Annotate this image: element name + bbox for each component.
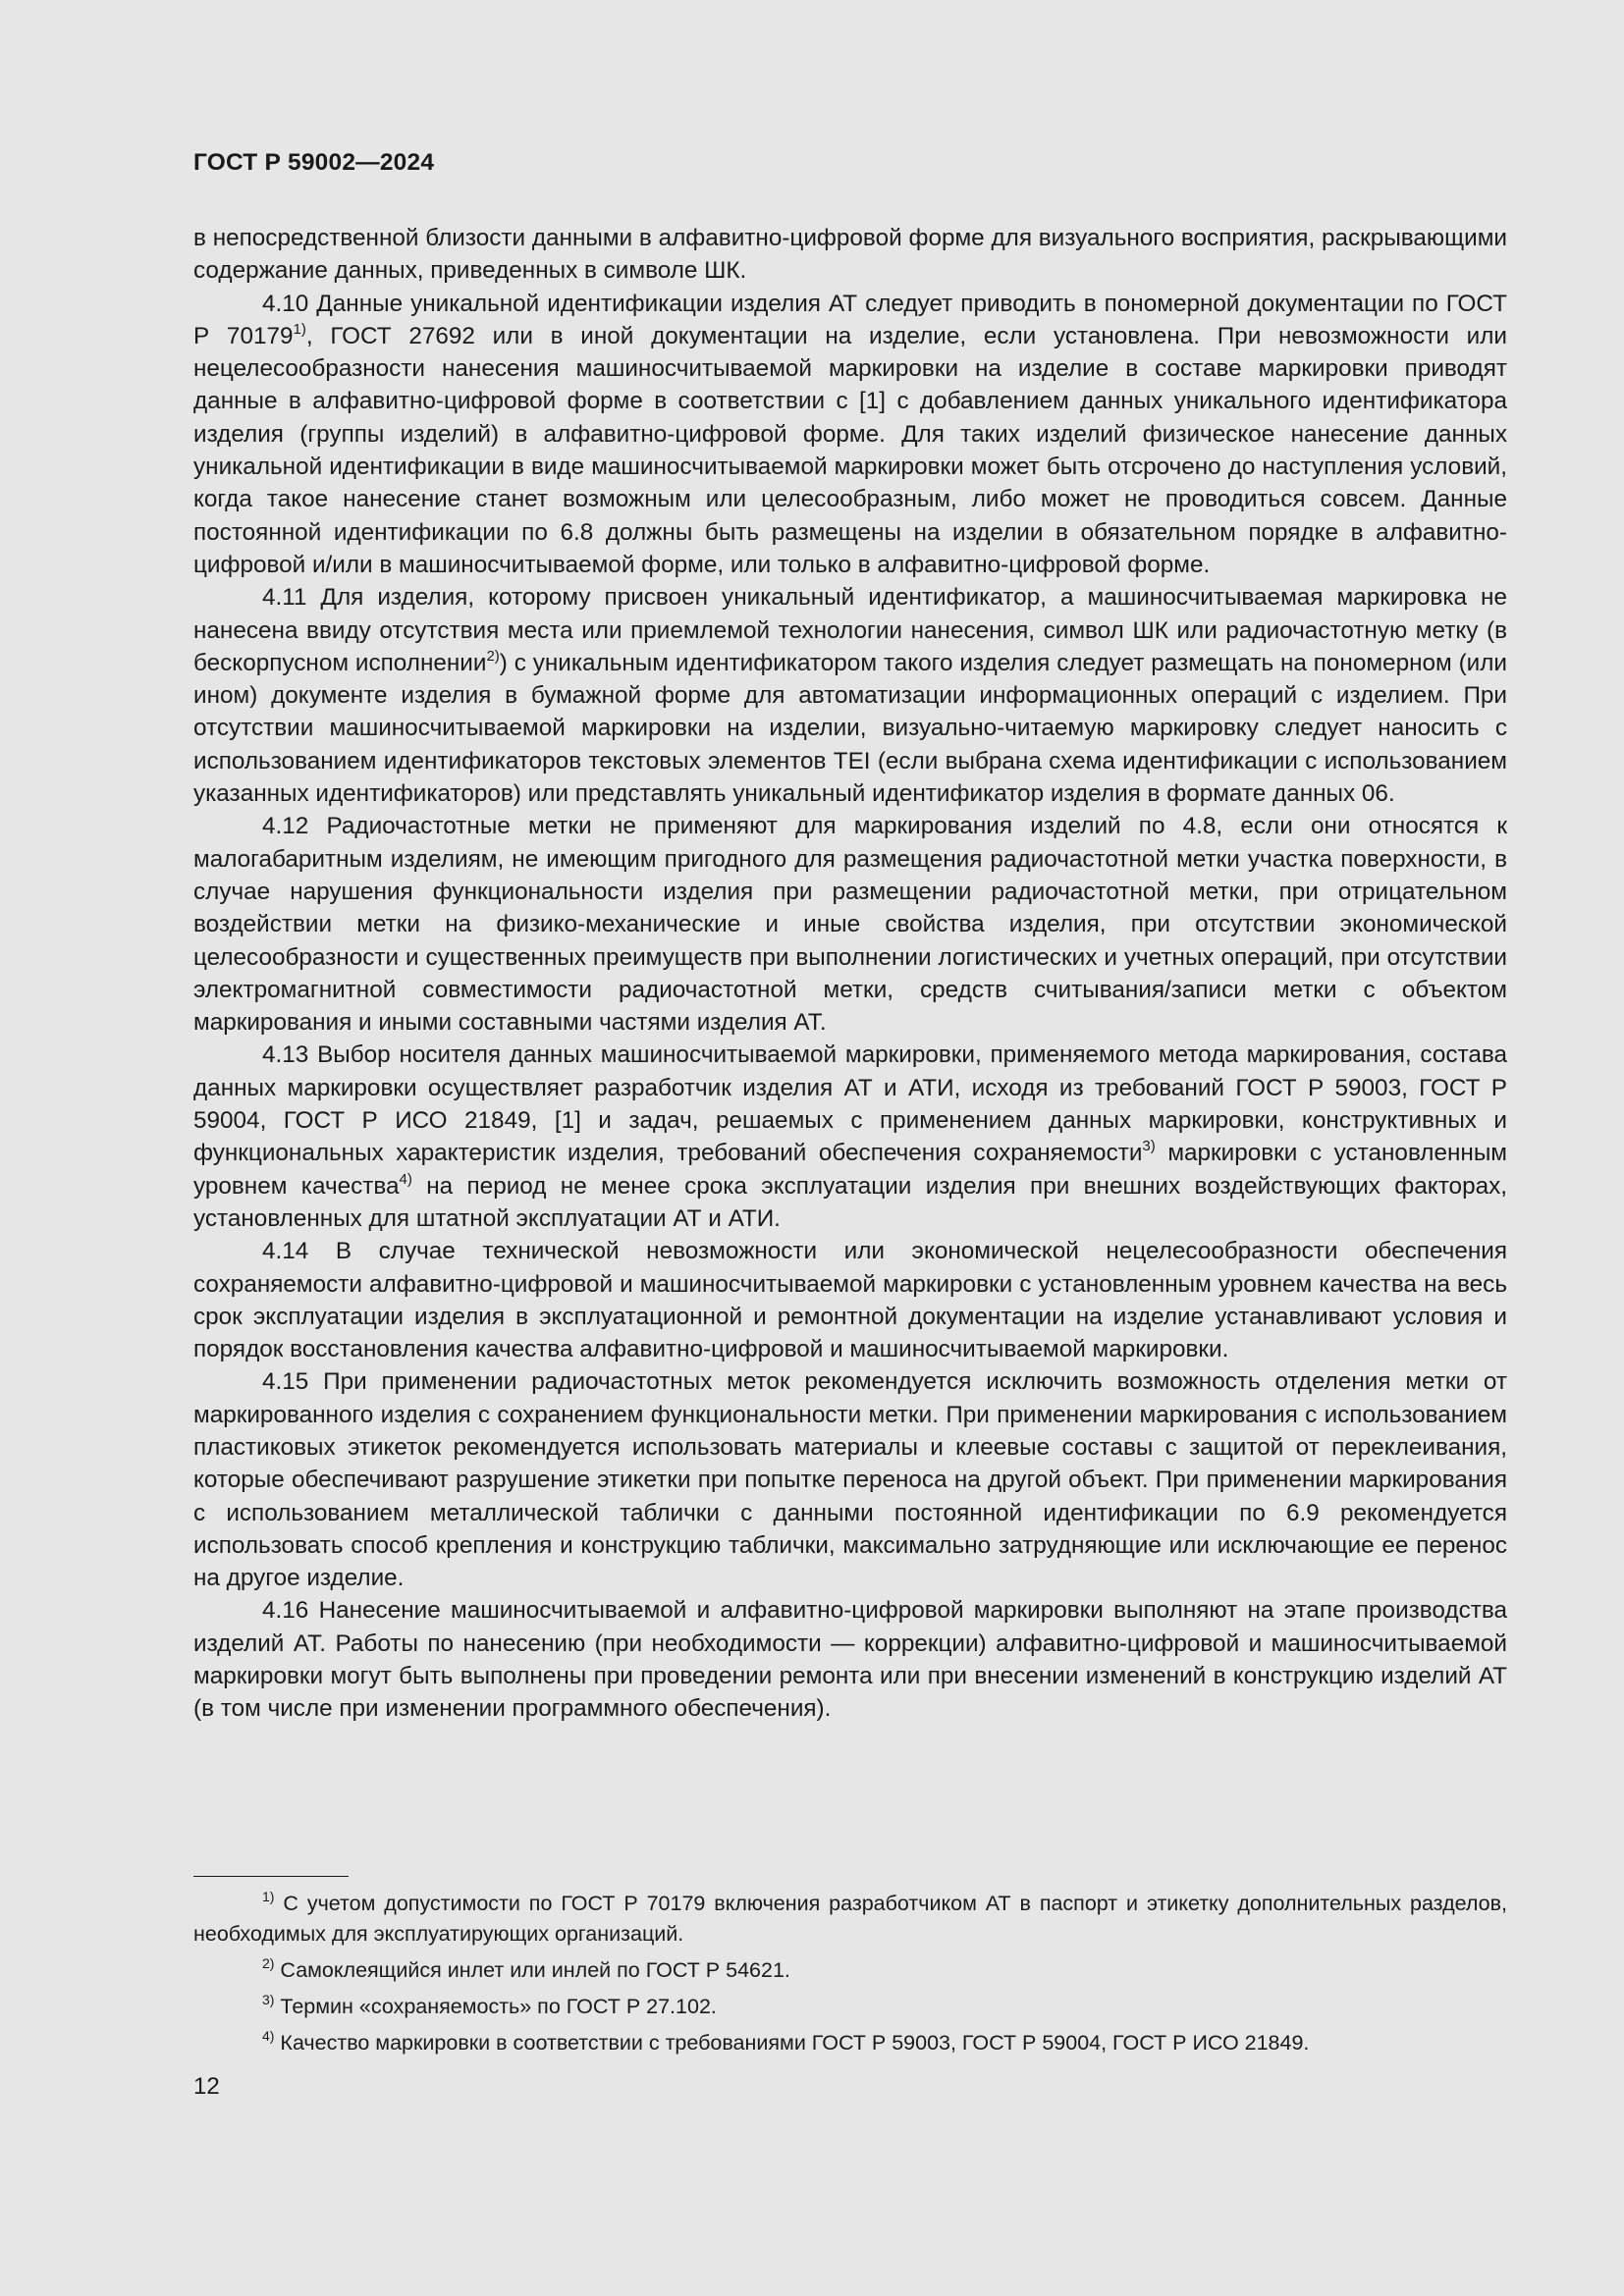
footnote-item [193, 1889, 1507, 1949]
text-segment: 4.12 Радиочастотные метки не применяют для маркирования изделий по 4.8, если они относятся к малогабаритным изделиям, не имеющим пригодного для размещения радиочастотной метки участка поверхности, в случае нарушения функциональности изделия при размещении радиочастотной метки, при отрицательном воздействии метки на физико-механические и иные свойства изделия, при отсутствии экономической целесообразности и существенных преимуществ при выполнении логистических и учетных операций, при отсутствии электромагнитной совместимости радиочастотной метки, средств считывания/записи метки с объектом маркирования и иными составными частями изделия АТ. [193, 813, 1507, 1037]
text-segment: 4.14 В случае технической невозможности или экономической нецелесообразности обеспечения сохраняемости алфавитно-цифровой и машиносчитываемой маркировки с установленным уровнем качества на весь срок эксплуатации изделия в эксплуатационной и ремонтной документации на изделие устанавливают условия и порядок восстановления качества алфавитно-цифровой и машиносчитываемой маркировки. [193, 1238, 1507, 1363]
footnote-item [193, 2028, 1507, 2058]
document-header-code: ГОСТ Р 59002—2024 [193, 149, 435, 176]
paragraph-continuation [193, 222, 1507, 288]
text-segment: в непосредственной близости данными в алфавитно-цифровой форме для визуального восприятия, раскрывающими содержание данных, приведенных в символе ШК. [193, 225, 1507, 285]
paragraph-4-15 [193, 1365, 1507, 1594]
text-segment: на период не менее срока эксплуатации изделия при внешних воздействующих факторах, установленных для штатной эксплуатации АТ и АТИ. [193, 1172, 1507, 1232]
footnote-reference: 3) [1142, 1138, 1156, 1155]
footnote-reference: 4) [399, 1170, 412, 1188]
footnote-text: Термин «сохраняемость» по ГОСТ Р 27.102. [274, 1995, 717, 2018]
footnote-text: Самоклеящийся инлет или инлей по ГОСТ Р 54621. [274, 1958, 790, 1982]
footnote-marker: 3) [262, 1992, 275, 2007]
text-segment: 4.10 Данные уникальной идентификации изделия АТ следует приводить в пономерной документации по ГОСТ Р 70179 [193, 290, 1507, 349]
paragraph-4-16 [193, 1594, 1507, 1725]
page-number: 12 [193, 2073, 220, 2100]
text-segment: 4.13 Выбор носителя данных машиносчитываемой маркировки, применяемого метода маркирования, состава данных маркировки осуществляет разработчик изделия АТ и АТИ, исходя из требований ГОСТ Р 59003, ГОСТ Р 59004, ГОСТ Р ИСО 21849, [1] и задач, решаемых с применением данных маркировки, конструктивных и функциональных характеристик изделия, требований обеспечения сохраняемости [193, 1041, 1507, 1167]
text-segment: 4.11 Для изделия, которому присвоен уникальный идентификатор, а машиносчитываемая маркировка не нанесена ввиду отсутствия места или приемлемой технологии нанесения, символ ШК или радиочастотную метку (в бескорпусном исполнении [193, 584, 1507, 676]
footnote-reference: 2) [486, 647, 500, 665]
paragraph-4-13 [193, 1039, 1507, 1235]
text-segment: 4.16 Нанесение машиносчитываемой и алфавитно-цифровой маркировки выполняют на этапе производства изделий АТ. Работы по нанесению (при необходимости — коррекции) алфавитно-цифровой и машиносчитываемой маркировки могут быть выполнены при проведении ремонта или при внесении изменений в конструкцию изделий АТ (в том числе при изменении программного обеспечения). [193, 1597, 1507, 1723]
footnote-marker: 1) [262, 1889, 275, 1904]
footnote-separator-line [193, 1876, 349, 1877]
footnote-marker: 2) [262, 1955, 275, 1971]
text-segment: маркировки с установленным уровнем качества [193, 1140, 1507, 1200]
footnote-item [193, 1955, 1507, 1986]
paragraph-4-12 [193, 810, 1507, 1039]
footnotes-block [193, 1889, 1507, 2064]
paragraph-4-14 [193, 1235, 1507, 1365]
text-segment: ) с уникальным идентификатором такого изделия следует размещать на пономерном (или ином) документе изделия в бумажной форме для автоматизации информационных операций с изделием. При отсутствии машиносчитываемой маркировки на изделии, визуально-читаемую маркировку следует наносить с использованием идентификаторов текстовых элементов TEI (если выбрана схема идентификации с использованием указанных идентификаторов) или представлять уникальный идентификатор изделия в формате данных 06. [193, 649, 1507, 808]
text-segment: 4.15 При применении радиочастотных меток рекомендуется исключить возможность отделения метки от маркированного изделия с сохранением функциональности метки. При применении маркирования с использованием пластиковых этикеток рекомендуется использовать материалы и клеевые составы с защитой от переклеивания, которые обеспечивают разрушение этикетки при попытке переноса на другой объект. При применении маркирования с использованием металлической таблички с данными постоянной идентификации по 6.9 рекомендуется использовать способ крепления и конструкцию таблички, максимально затрудняющие или исключающие ее перенос на другое изделие. [193, 1368, 1507, 1592]
paragraph-4-10 [193, 288, 1507, 582]
main-body-text [193, 222, 1507, 1726]
footnote-marker: 4) [262, 2028, 275, 2044]
footnote-text: Качество маркировки в соответствии с требованиями ГОСТ Р 59003, ГОСТ Р 59004, ГОСТ Р ИСО 21849. [274, 2031, 1310, 2055]
footnote-item [193, 1992, 1507, 2022]
footnote-reference: 1) [293, 320, 306, 338]
paragraph-4-11 [193, 581, 1507, 810]
footnote-text: С учетом допустимости по ГОСТ Р 70179 включения разработчиком АТ в паспорт и этикетку дополнительных разделов, необходимых для эксплуатирующих организаций. [193, 1892, 1507, 1946]
text-segment: , ГОСТ 27692 или в иной документации на изделие, если установлена. При невозможности или нецелесообразности нанесения машиносчитываемой маркировки на изделие в составе маркировки приводят данные в алфавитно-цифровой форме в соответствии с [1] с добавлением данных уникального идентификатора изделия (группы изделий) в алфавитно-цифровой форме. Для таких изделий физическое нанесение данных уникальной идентификации в виде машиносчитываемой маркировки может быть отсрочено до наступления условий, когда такое нанесение станет возможным или целесообразным, либо может не проводиться совсем. Данные постоянной идентификации по 6.8 должны быть размещены на изделии в обязательном порядке в алфавитно-цифровой и/или в машиносчитываемой форме, или только в алфавитно-цифровой форме. [193, 322, 1507, 578]
